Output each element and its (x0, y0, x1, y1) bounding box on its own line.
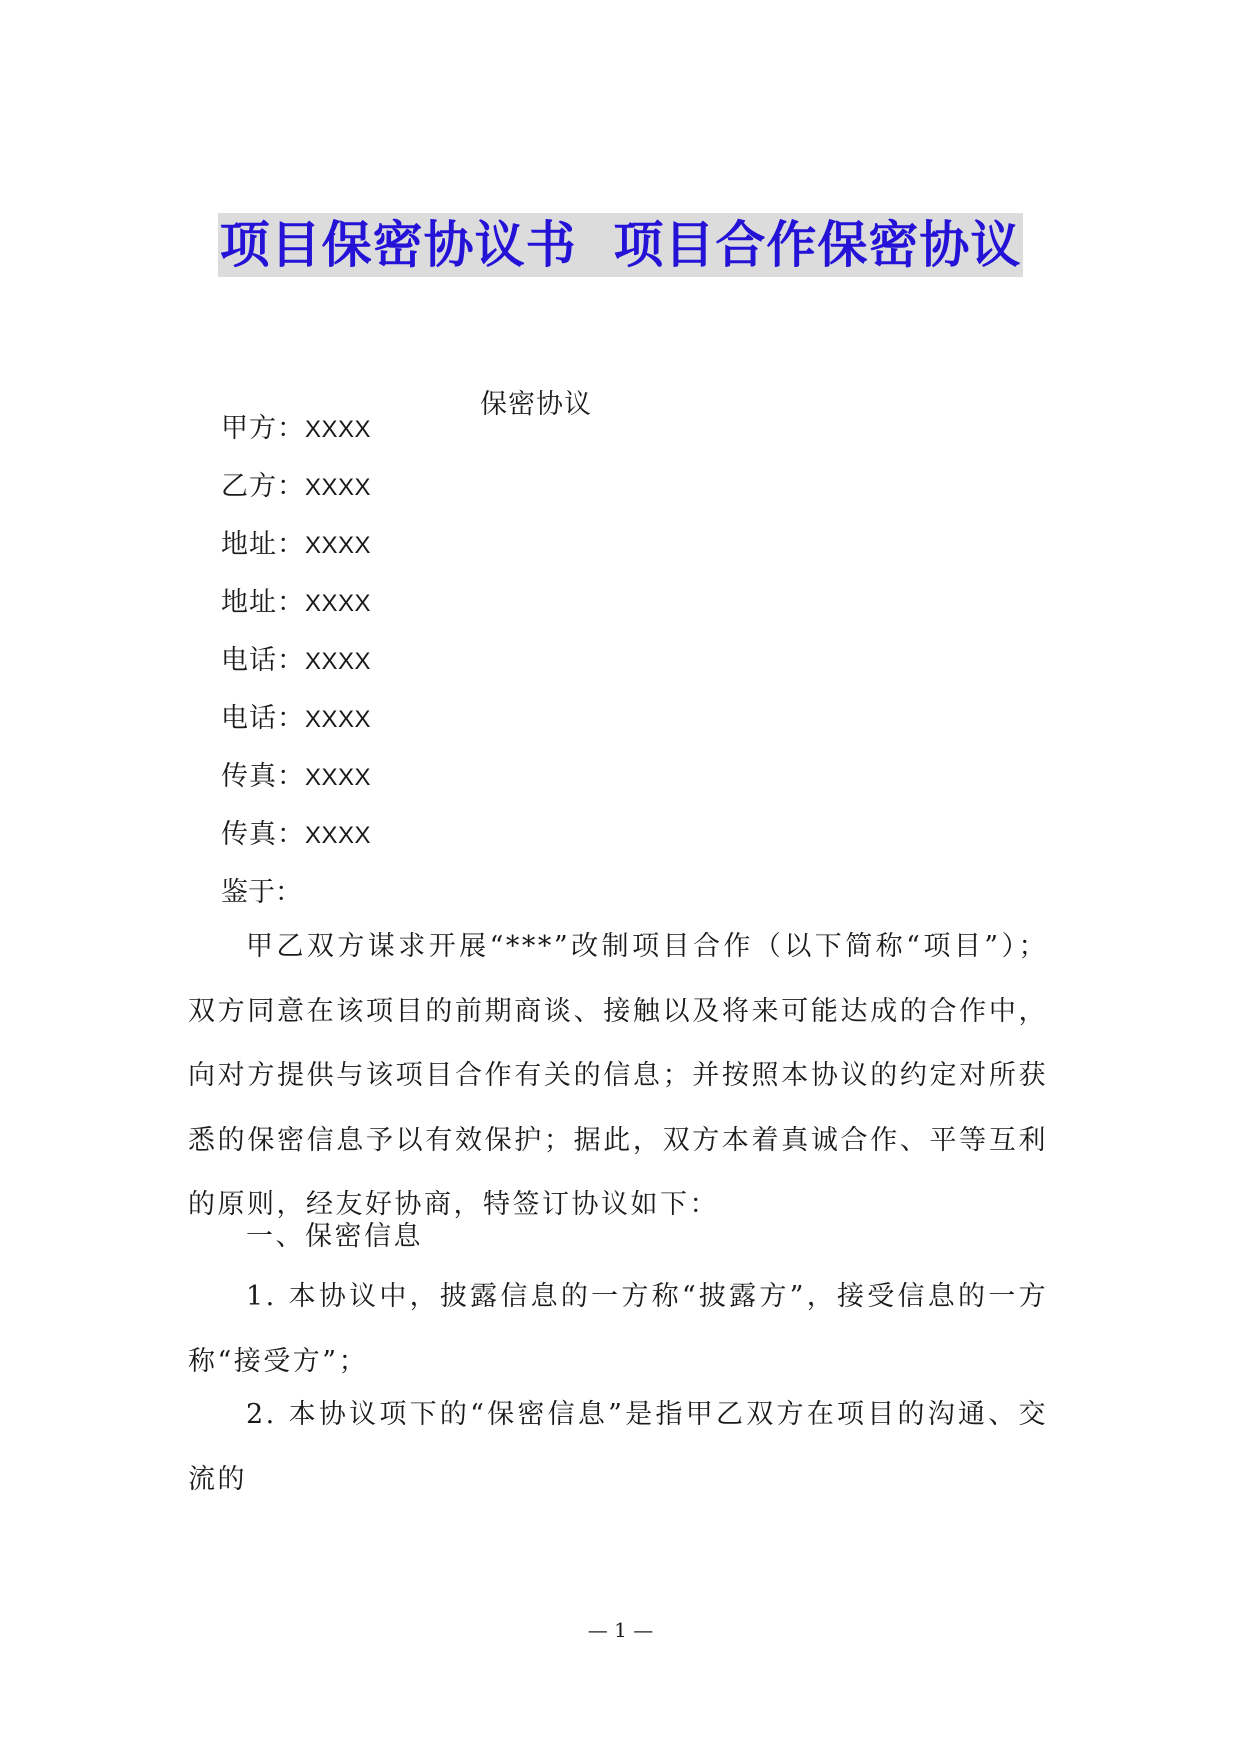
party-line (221, 468, 371, 507)
party-line (221, 700, 371, 739)
whereas-label: 鉴于： (221, 877, 302, 908)
party-label: 电话： (221, 703, 305, 734)
party-value: XXXX (305, 706, 372, 733)
section-heading-confidential-info: 一、保密信息 (246, 1221, 423, 1252)
party-value: XXXX (305, 474, 372, 501)
party-line (221, 584, 371, 623)
party-label: 地址： (221, 529, 305, 560)
party-value: XXXX (305, 590, 372, 617)
party-line (221, 410, 371, 449)
preamble-paragraph: 甲乙双方谋求开展“***”改制项目合作（以下简称“项目”）；双方同意在该项目的前期商谈、接触以及将来可能达成的合作中，向对方提供与该项目合作有关的信息；并按照本协议的约定对所获悉的保密信息予以有效保护；据此，双方本着真诚合作、平等互利的原则，经友好协商，特签订协议如下： (188, 931, 1048, 1220)
party-line (221, 758, 371, 797)
page-number: — 1 — (587, 1618, 654, 1642)
party-value: XXXX (305, 416, 372, 443)
party-label: 电话： (221, 645, 305, 676)
document-title (0, 213, 1241, 277)
party-line (221, 642, 371, 681)
party-label: 地址： (221, 587, 305, 618)
document-title-text: 项目保密协议书 项目合作保密协议 (218, 213, 1024, 277)
party-value: XXXX (305, 764, 372, 791)
party-label: 传真： (221, 761, 305, 792)
party-line (221, 816, 371, 855)
agreement-subtitle: 保密协议 (480, 389, 592, 420)
party-value: XXXX (305, 822, 372, 849)
party-label: 传真： (221, 819, 305, 850)
party-value: XXXX (305, 648, 372, 675)
party-line (221, 526, 371, 565)
party-label: 甲方： (221, 413, 305, 444)
clause-2-paragraph: 2. 本协议项下的“保密信息”是指甲乙双方在项目的沟通、交流的 (188, 1399, 1048, 1495)
party-label: 乙方： (221, 471, 305, 502)
party-value: XXXX (305, 532, 372, 559)
clause-1-paragraph: 1. 本协议中，披露信息的一方称“披露方”，接受信息的一方称“接受方”； (188, 1281, 1048, 1377)
